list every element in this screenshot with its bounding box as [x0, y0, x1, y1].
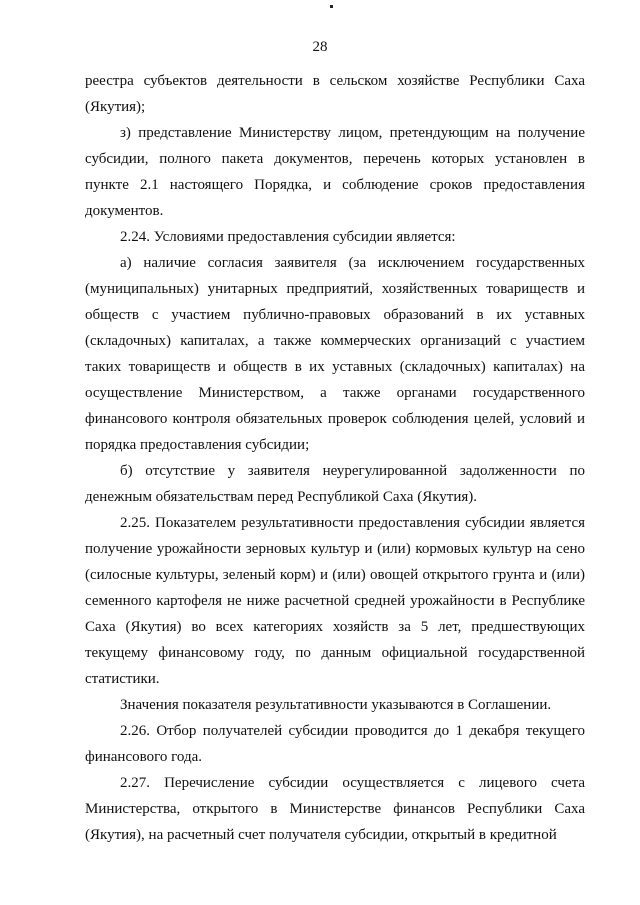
text-line: семенного картофеля не ниже расчетной средней урожайности в Республике [85, 593, 585, 609]
text-line: б) отсутствие у заявителя неурегулированной задолженности по [120, 463, 585, 479]
text-line: таких товариществ и обществ в их уставных (складочных) капиталах) на [85, 359, 585, 375]
paragraph [85, 224, 585, 250]
paragraph [85, 692, 585, 718]
text-line: (Якутия), на расчетный счет получателя субсидии, открытый в кредитной [85, 827, 557, 843]
text-line: субсидии, полного пакета документов, перечень которых установлен в [85, 151, 585, 167]
paragraph [85, 250, 585, 458]
text-line: (складочных) капиталах, а также коммерческих организаций с участием [85, 333, 585, 349]
text-line: 2.24. Условиями предоставления субсидии является: [120, 229, 456, 245]
paragraph [85, 458, 585, 510]
text-line: Министерства, открытого в Министерстве финансов Республики Саха [85, 801, 585, 817]
text-line: Значения показателя результативности указываются в Соглашении. [120, 697, 552, 713]
text-line: 2.27. Перечисление субсидии осуществляется с лицевого счета [120, 775, 585, 791]
text-line: (Якутия); [85, 99, 146, 115]
text-line: осуществление Министерством, а также органами государственного [85, 385, 585, 401]
text-line: текущему финансовому году, по данным официальной государственной [85, 645, 585, 661]
page-number: 28 [312, 39, 328, 55]
paragraph [85, 120, 585, 224]
text-line: (муниципальных) унитарных предприятий, хозяйственных товариществ и [85, 281, 585, 297]
paragraph [85, 718, 585, 770]
text-line: финансового контроля обязательных проверок соблюдения целей, условий и [85, 411, 585, 427]
text-line: 2.26. Отбор получателей субсидии проводится до 1 декабря текущего [120, 723, 585, 739]
text-line: реестра субъектов деятельности в сельском хозяйстве Республики Саха [85, 73, 585, 89]
text-line: пункте 2.1 настоящего Порядка, и соблюдение сроков предоставления [85, 177, 585, 193]
scan-mark [330, 5, 333, 8]
paragraph [85, 510, 585, 692]
text-line: Саха (Якутия) во всех категориях хозяйств за 5 лет, предшествующих [85, 619, 585, 635]
text-line: статистики. [85, 671, 160, 687]
text-line: получение урожайности зерновых культур и (или) кормовых культур на сено [85, 541, 585, 557]
text-line: денежным обязательствам перед Республикой Саха (Якутия). [85, 489, 478, 505]
text-line: з) представление Министерству лицом, претендующим на получение [120, 125, 585, 141]
text-line: а) наличие согласия заявителя (за исключением государственных [120, 255, 585, 271]
text-line: финансового года. [85, 749, 203, 765]
text-line: 2.25. Показателем результативности предоставления субсидии является [120, 515, 585, 531]
document-body [85, 68, 585, 848]
text-line: порядка предоставления субсидии; [85, 437, 310, 453]
text-line: документов. [85, 203, 164, 219]
paragraph [85, 68, 585, 120]
paragraph [85, 770, 585, 848]
text-line: (силосные культуры, зеленый корм) и (или) овощей открытого грунта и (или) [85, 567, 585, 583]
text-line: обществ с участием публично-правовых образований в их уставных [85, 307, 585, 323]
